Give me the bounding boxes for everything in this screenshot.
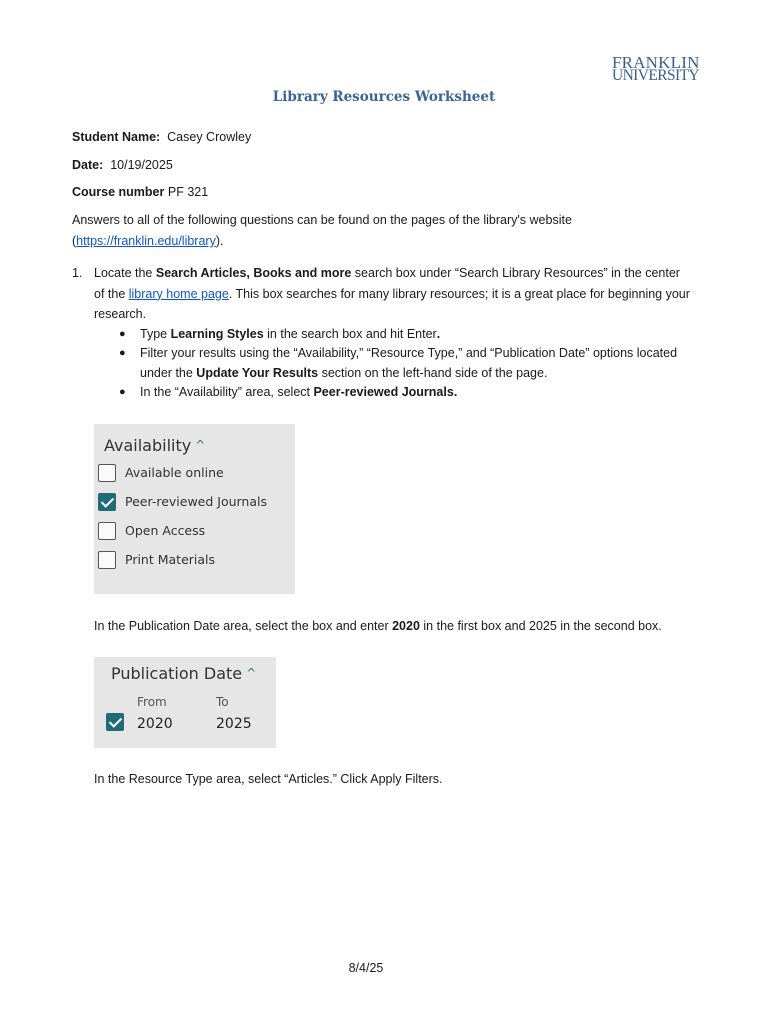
from-year-input[interactable]: 2020 [137,716,173,732]
availability-option-open-access[interactable] [98,522,288,544]
logo-line-2: UNIVERSITY [612,67,699,84]
list-item: ● Filter your results using the “Availability,” “Resource Type,” and “Publication Date” options located under the Update Your Results section on the left-hand side of the page. [119,346,678,380]
q1-text-1: Locate the [94,266,156,280]
page-footer-date: 8/4/25 [348,961,384,975]
pubdate-instruction: In the Publication Date area, select the box and enter 2020 in the first box and 2025 in the second box. [94,619,662,633]
option-label: Print Materials [125,552,216,567]
availability-option-available-online[interactable] [98,464,288,486]
bullet-icon: ● [119,347,126,359]
option-label: Open Access [125,523,206,538]
list-item: ● In the “Availability” area, select Peer-reviewed Journals. [72,383,692,403]
availability-filter-panel [94,424,295,594]
page-title: Library Resources Worksheet [272,89,496,105]
bullet-icon: ● [119,327,126,340]
to-year-input[interactable]: 2025 [216,716,252,732]
checkbox-checked[interactable] [106,713,124,731]
option-label: Available online [125,465,224,480]
intro-text: Answers to all of the following questions can be found on the pages of the library's website [72,213,572,227]
checkbox[interactable] [98,522,116,540]
availability-option-print-materials[interactable] [98,551,288,573]
question-number: 1. [72,266,83,280]
intro-paragraph [72,210,692,252]
chevron-up-icon[interactable]: ^ [195,438,206,452]
availability-header[interactable]: Availability ^ [104,436,206,455]
instruction-list [72,325,692,403]
question-1 [72,263,692,403]
from-label: From [137,695,167,709]
publication-date-header[interactable]: Publication Date ^ [111,664,257,683]
library-website-link[interactable]: https://franklin.edu/library [76,234,216,248]
intro-close-paren: ). [215,234,224,248]
course-number-label: Course number [72,185,165,199]
q1-bold-1: Search Articles, Books and more [155,266,352,280]
checkbox[interactable] [98,464,116,482]
to-label: To [216,695,229,709]
resource-type-instruction: In the Resource Type area, select “Articles.” Click Apply Filters. [94,772,443,786]
q1-text-3: . This box searches for many library resources; it is a great place for beginning your research. [94,286,690,321]
q1-text-2: search box under “Search Library Resources” in the center of the [94,266,680,301]
franklin-university-logo [612,53,700,84]
list-item: ● Type Learning Styles in the search box and hit Enter. [72,325,692,345]
library-home-page-link[interactable]: library home page [128,286,229,301]
student-name-label: Student Name: [72,130,161,144]
availability-option-peer-reviewed[interactable] [98,493,288,515]
student-name-value: Casey Crowley [167,130,252,144]
date-field [72,158,173,172]
intro-open-paren: ( [72,234,77,248]
course-number-field [72,185,208,199]
bullet-icon: ● [119,386,126,398]
date-label: Date: [72,158,104,172]
date-value: 10/19/2025 [110,158,173,172]
option-label: Peer-reviewed Journals [125,494,268,509]
checkbox-checked[interactable] [98,493,116,511]
checkbox[interactable] [98,551,116,569]
chevron-up-icon[interactable]: ^ [246,666,257,680]
student-name-field [72,130,251,144]
logo-line-1: FRANKLIN [612,53,700,72]
course-number-value: PF 321 [167,185,209,199]
publication-date-filter-panel [94,657,276,748]
